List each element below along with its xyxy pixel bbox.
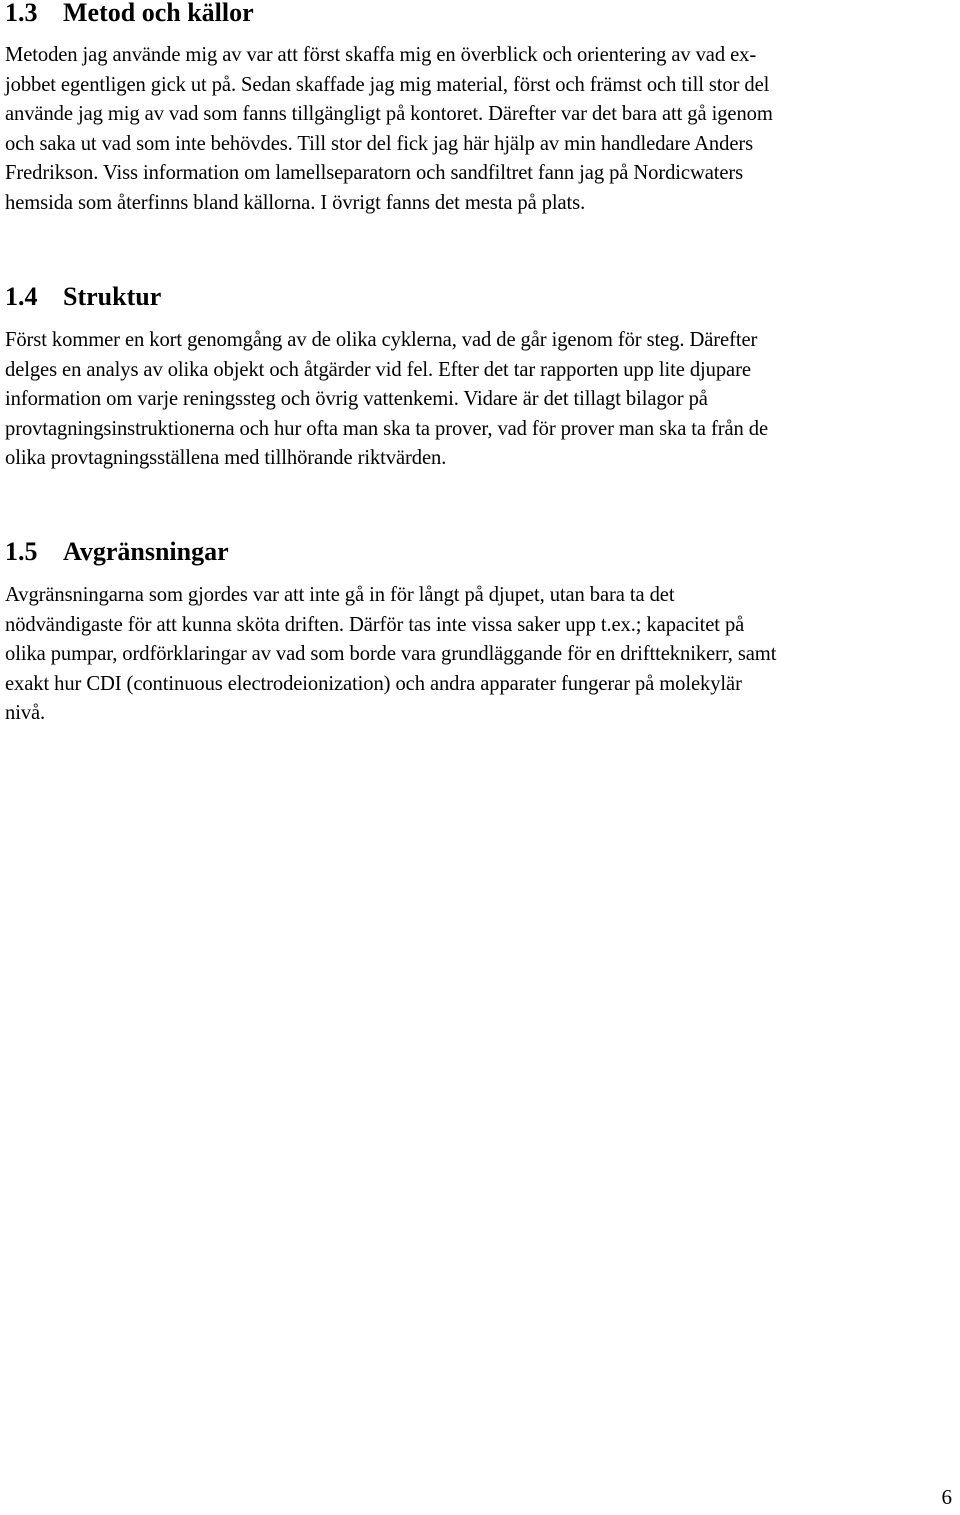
page-number: 6 xyxy=(941,1485,952,1509)
text-line: Fredrikson. Viss information om lamellseparatorn och sandfiltret fann jag på Nordicwaters xyxy=(5,162,744,184)
text-line: hemsida som återfinns bland källorna. I övrigt fanns det mesta på plats. xyxy=(5,191,586,214)
section-heading xyxy=(5,0,955,28)
section-paragraph xyxy=(5,41,773,218)
section-title: Avgränsningar xyxy=(63,537,229,566)
section-heading xyxy=(5,537,955,567)
text-line: provtagningsinstruktionerna och hur ofta man ska ta prover, vad för prover man ska ta från de xyxy=(5,417,769,440)
section-avgransningar xyxy=(5,537,955,724)
section-number: 1.5 xyxy=(5,537,38,566)
section-number: 1.4 xyxy=(5,282,38,311)
text-line: delges en analys av olika objekt och åtgärder vid fel. Efter det tar rapporten upp lite djupare xyxy=(5,358,751,381)
section-title: Metod och källor xyxy=(63,0,254,27)
text-line: olika pumpar, ordförklaringar av vad som borde vara grundläggande för en driftteknikerr, samt xyxy=(5,643,777,665)
text-line: information om varje reningssteg och övrig vattenkemi. Vidare är det tillagt bilagor på xyxy=(5,388,708,410)
text-line: Först kommer en kort genomgång av de olika cyklerna, vad de går igenom för steg. Därefter xyxy=(5,329,758,351)
text-line: olika provtagningsställena med tillhörande riktvärden. xyxy=(5,447,447,469)
text-line: exakt hur CDI (continuous electrodeionization) och andra apparater fungerar på molekylär xyxy=(5,672,742,695)
section-paragraph xyxy=(5,326,768,474)
text-line: Metoden jag använde mig av var att först skaffa mig en överblick och orientering av vad ex- xyxy=(5,44,757,66)
section-struktur xyxy=(5,282,955,469)
text-line: använde jag mig av vad som fanns tillgängligt på kontoret. Därefter var det bara att gå igenom xyxy=(5,103,773,125)
text-line: jobbet egentligen gick ut på. Sedan skaffade jag mig material, först och främst och till stor del xyxy=(5,73,770,96)
section-paragraph xyxy=(5,581,776,729)
text-line: nödvändigaste för att kunna sköta driften. Därför tas inte vissa saker upp t.ex.; kapacitet på xyxy=(5,613,745,636)
section-title: Struktur xyxy=(63,282,162,311)
section-number: 1.3 xyxy=(5,0,38,27)
text-line: Avgränsningarna som gjordes var att inte gå in för långt på djupet, utan bara ta det xyxy=(5,584,675,606)
section-heading xyxy=(5,282,955,312)
section-metod-och-kallor xyxy=(5,0,955,214)
text-line: nivå. xyxy=(5,702,46,724)
text-line: och saka ut vad som inte behövdes. Till stor del fick jag här hjälp av min handledare Anders xyxy=(5,132,754,155)
